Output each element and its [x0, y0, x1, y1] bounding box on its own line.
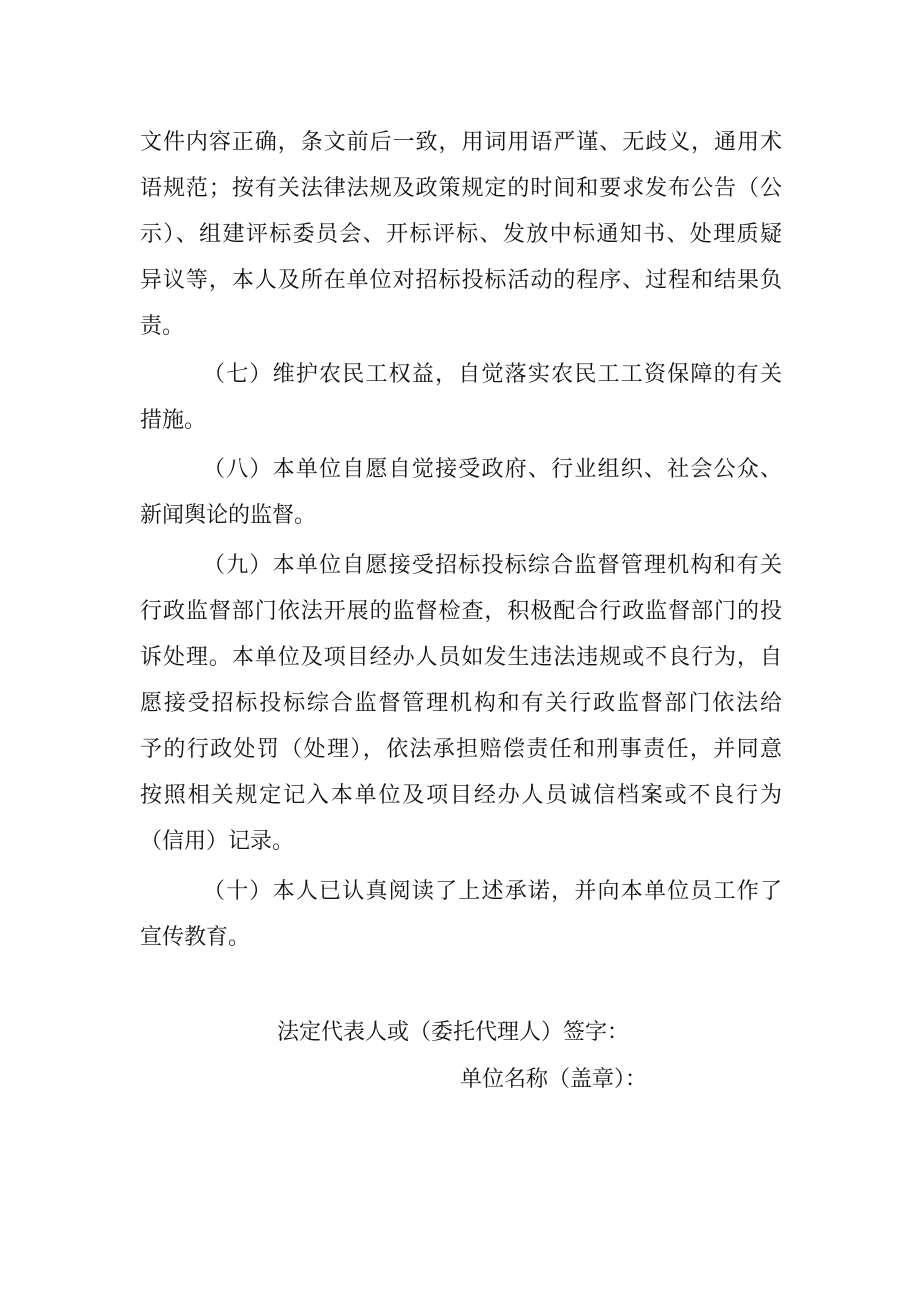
paragraph-line: 责。	[140, 314, 185, 339]
paragraph-line: （十）本人已认真阅读了上述承诺，并向本单位员工作了	[203, 879, 782, 904]
paragraph-line: 愿接受招标投标综合监督管理机构和有关行政监督部门依法给	[140, 691, 782, 716]
paragraph-line: 语规范；按有关法律法规及政策规定的时间和要求发布公告（公	[140, 176, 782, 201]
representative-signature-label: 法定代表人或（委托代理人）签字：	[277, 1020, 630, 1045]
paragraph-line: 按照相关规定记入本单位及项目经办人员诚信档案或不良行为	[140, 783, 782, 808]
paragraph-line: （八）本单位自愿自觉接受政府、行业组织、社会公众、	[203, 457, 782, 482]
unit-name-seal-label: 单位名称（盖章）：	[460, 1067, 648, 1092]
paragraph-line: 新闻舆论的监督。	[140, 503, 317, 528]
paragraph-line: （七）维护农民工权益，自觉落实农民工工资保障的有关	[203, 362, 782, 387]
paragraph-line: 行政监督部门依法开展的监督检查，积极配合行政监督部门的投	[140, 599, 782, 624]
paragraph-line: 示）、组建评标委员会、开标评标、发放中标通知书、处理质疑	[140, 222, 782, 247]
paragraph-line: （九）本单位自愿接受招标投标综合监督管理机构和有关	[203, 553, 782, 578]
paragraph-line: 措施。	[140, 408, 207, 433]
paragraph-line: 予的行政处罚（处理），依法承担赔偿责任和刑事责任，并同意	[140, 737, 782, 762]
paragraph-line: （信用）记录。	[140, 829, 295, 854]
paragraph-line: 诉处理。本单位及项目经办人员如发生违法违规或不良行为，自	[140, 645, 782, 670]
paragraph-line: 宣传教育。	[140, 925, 251, 950]
paragraph-line: 文件内容正确，条文前后一致，用词用语严谨、无歧义，通用术	[140, 130, 782, 155]
paragraph-line: 异议等，本人及所在单位对招标投标活动的程序、过程和结果负	[140, 268, 782, 293]
